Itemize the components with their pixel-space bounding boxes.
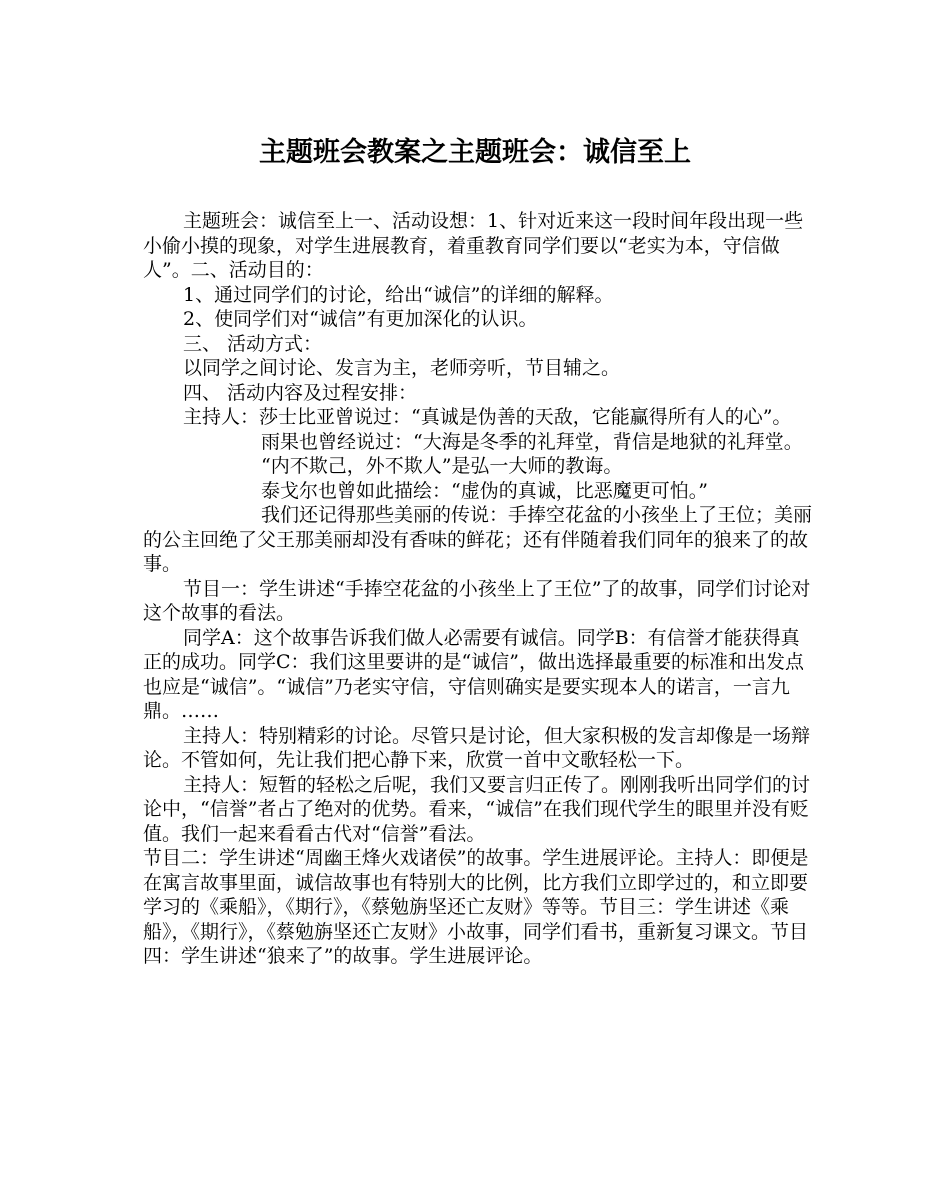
paragraph-goal-1: 1、通过同学们的讨论，给出“诚信”的详细的解释。 xyxy=(183,283,614,306)
paragraph-legends: 我们还记得那些美丽的传说：手捧空花盆的小孩坐上了王位；美丽的公主回绝了父王那美丽却没有香味的鲜花；还有伴随着我们同年的狼来了的故事。 xyxy=(143,504,813,575)
paragraph-intro: 主题班会：诚信至上一、活动设想：1、针对近来这一段时间年段出现一些小偷小摸的现象，对学生进展教育，着重教育同学们要以“老实为本，守信做人”。二、活动目的： xyxy=(143,210,804,281)
paragraph-method: 以同学之间讨论、发言为主，老师旁听，节目辅之。 xyxy=(183,357,621,379)
paragraph-host-quote: 主持人：莎士比亚曾说过：“真诚是伪善的天敌，它能赢得所有人的心”。 xyxy=(183,406,792,428)
paragraph-host-comment: 主持人：特别精彩的讨论。尽管只是讨论，但大家积极的发言却像是一场辩论。不管如何，先让我们把心静下来，欣赏一首中文歌轻松一下。 xyxy=(143,724,811,771)
paragraph-programs-2-4: 节目二：学生讲述“周幽王烽火戏诸侯”的故事。学生进展评论。主持人：即便是在寓言故事里面，诚信故事也有特别大的比例，比方我们立即学过的，和立即要学习的《乘船》，《期行》，《蔡勉旃坚还亡友财》等等。节目三：学生讲述《乘船》，《期行》，《蔡勉旃坚还亡友财》小故事，同学们看书，重新复习课文。节目四：学生讲述“狼来了”的故事。学生进展评论。 xyxy=(143,847,809,967)
document-title: 主题班会教案之主题班会：诚信至上 xyxy=(259,137,691,168)
paragraph-tagore-quote: 泰戈尔也曾如此描绘：“虚伪的真诚，比恶魔更可怕。” xyxy=(261,479,708,502)
paragraph-hugo-quote: 雨果也曾经说过：“大海是冬季的礼拜堂，背信是地狱的礼拜堂。 xyxy=(261,430,803,453)
paragraph-section-4: 四、 活动内容及过程安排： xyxy=(183,381,418,404)
document-body xyxy=(143,209,818,969)
paragraph-section-3: 三、 活动方式： xyxy=(183,332,323,355)
paragraph-program-1: 节目一：学生讲述“手捧空花盆的小孩坐上了王位”了的故事，同学们讨论对这个故事的看法。 xyxy=(143,577,811,624)
paragraph-hongyi-quote: “内不欺己，外不欺人”是弘一大师的教诲。 xyxy=(261,455,623,477)
paragraph-goal-2: 2、使同学们对“诚信”有更加深化的认识。 xyxy=(183,308,538,330)
paragraph-host-transition: 主持人：短暂的轻松之后呢，我们又要言归正传了。刚刚我听出同学们的讨论中，“信誉”者占了绝对的优势。看来，“诚信”在我们现代学生的眼里并没有贬值。我们一起来看看古代对“信誉”看法。 xyxy=(143,773,811,845)
paragraph-students: 同学A：这个故事告诉我们做人必需要有诚信。同学B：有信誉才能获得真正的成功。同学C：我们这里要讲的是“诚信”，做出选择最重要的标准和出发点也应是“诚信”。“诚信”乃老实守信，守信则确实是要实现本人的诺言，一言九鼎。…… xyxy=(143,626,804,722)
